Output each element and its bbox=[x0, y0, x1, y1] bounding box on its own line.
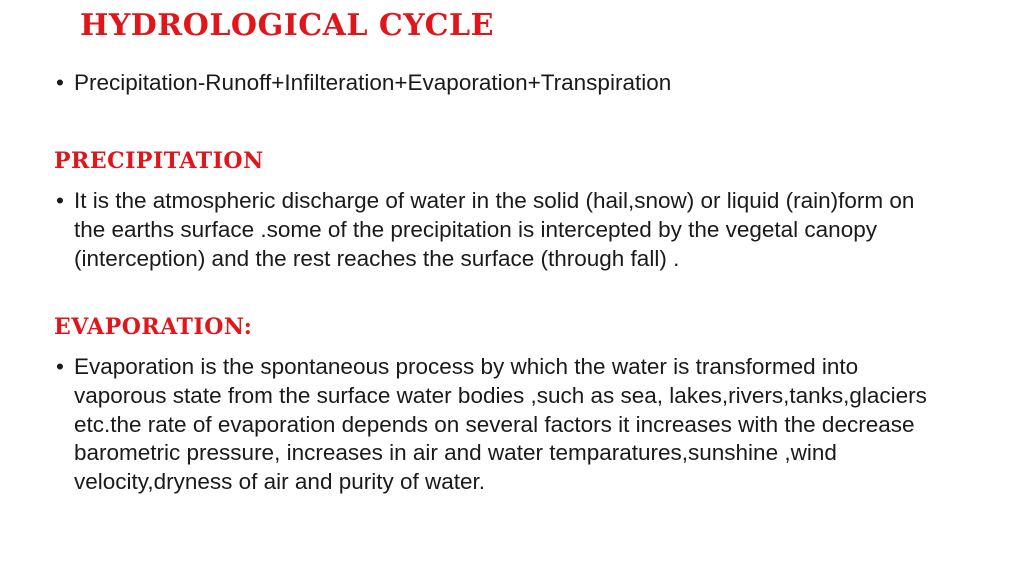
cycle-bullet-text: Precipitation-Runoff+Infilteration+Evaporation+Transpiration bbox=[74, 70, 672, 95]
bullet-dot: • bbox=[56, 354, 64, 379]
precipitation-heading: PRECIPITATION bbox=[54, 148, 264, 174]
precipitation-bullet bbox=[56, 187, 936, 273]
evaporation-text: Evaporation is the spontaneous process by which the water is transformed into vaporous state from the surface water bodies ,such as sea, lakes,rivers,tanks,glaciers etc.the rate of evaporation depends on several factors it increases with the decrease barometric pressure, increases in air and water temparatures,sunshine ,wind velocity,dryness of air and purity of water. bbox=[74, 354, 927, 495]
precipitation-text: It is the atmospheric discharge of water in the solid (hail,snow) or liquid (rain)form on the earths surface .some of the precipitation is intercepted by the vegetal canopy (interception) and the rest reaches the surface (through fall) . bbox=[74, 188, 915, 271]
bullet-dot: • bbox=[56, 188, 64, 213]
bullet-dot: • bbox=[56, 70, 64, 95]
evaporation-bullet bbox=[56, 353, 936, 497]
evaporation-heading: EVAPORATION: bbox=[54, 314, 253, 340]
slide-title: HYDROLOGICAL CYCLE bbox=[80, 8, 495, 43]
cycle-bullet bbox=[56, 69, 936, 98]
